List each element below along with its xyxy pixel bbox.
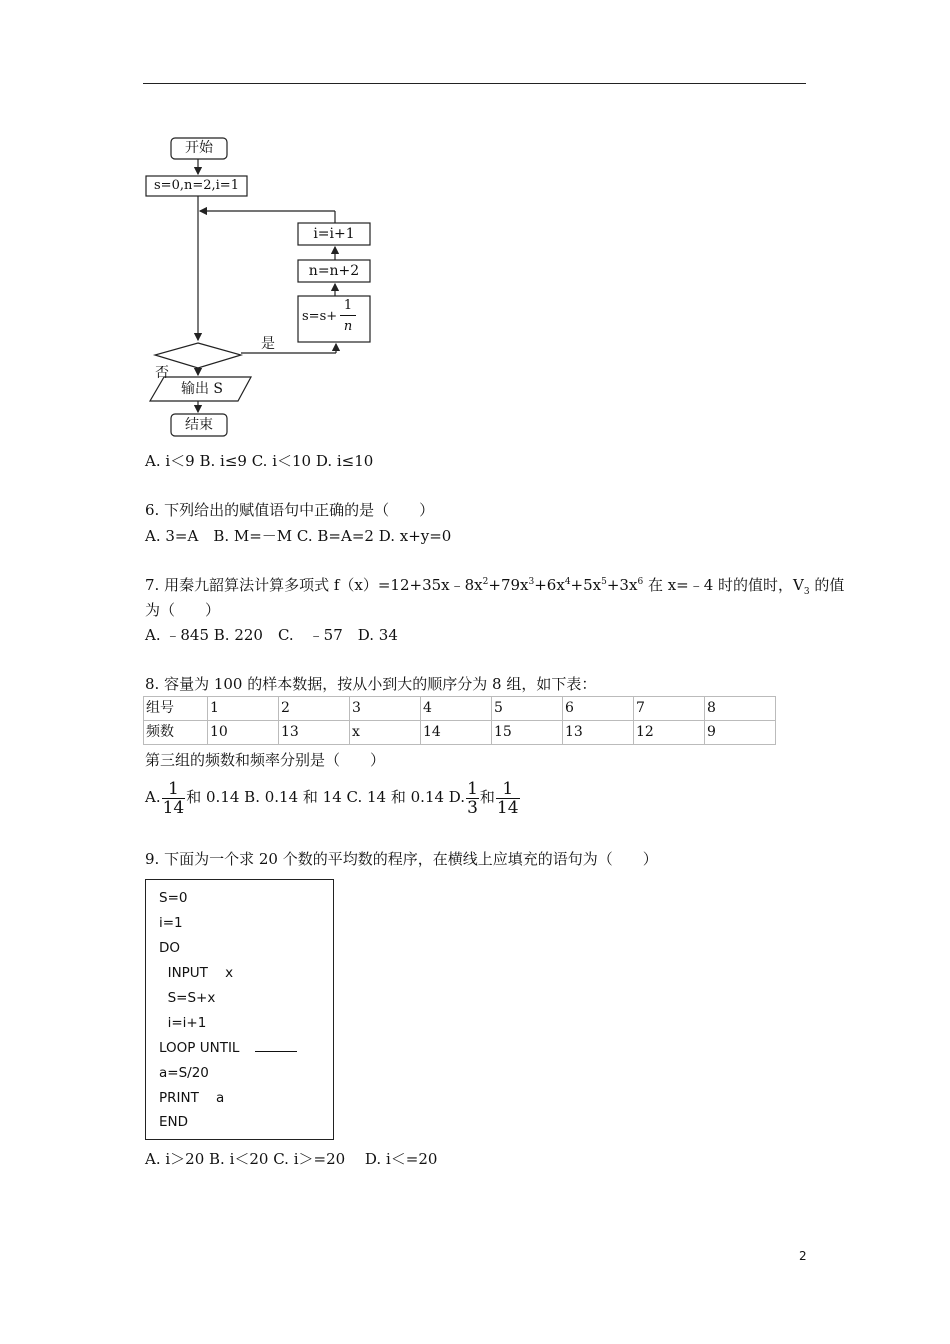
table-cell: 12 <box>634 721 705 745</box>
step-n-label: n=n+2 <box>308 263 360 279</box>
yes-label: 是 <box>261 336 275 352</box>
code-line: S=0 <box>159 890 188 906</box>
table-cell: 13 <box>279 721 350 745</box>
table-cell: 10 <box>208 721 279 745</box>
table-cell: 6 <box>563 697 634 721</box>
q6-stem: 6. 下列给出的赋值语句中正确的是（ ） <box>145 501 435 519</box>
code-line: PRINT a <box>159 1090 225 1106</box>
table-cell: 2 <box>279 697 350 721</box>
table-cell: 组号 <box>144 697 208 721</box>
table-cell: 8 <box>705 697 776 721</box>
code-line: DO <box>159 940 181 956</box>
fraction-a: $\frac{1}{14}$ <box>162 778 185 818</box>
page-number: 2 <box>799 1249 807 1263</box>
step-s-den: n <box>343 319 353 334</box>
code-line: a=S/20 <box>159 1065 209 1081</box>
init-label: s=0,n=2,i=1 <box>154 178 239 193</box>
code-line-loop: LOOP UNTIL <box>159 1040 297 1056</box>
table-cell: 14 <box>421 721 492 745</box>
step-s-prefix: s=s+ <box>302 309 338 324</box>
table-row <box>144 721 776 745</box>
code-line: S=S+x <box>159 990 216 1006</box>
table-cell: 15 <box>492 721 563 745</box>
table-cell: 3 <box>350 697 421 721</box>
frequency-table <box>143 696 776 745</box>
code-line: INPUT x <box>159 965 234 981</box>
q8-question: 第三组的频数和频率分别是（ ） <box>145 751 386 769</box>
code-box <box>145 879 334 1140</box>
end-label: 结束 <box>185 417 213 433</box>
q8-stem: 8. 容量为 100 的样本数据，按从小到大的顺序分为 8 组，如下表： <box>145 675 597 693</box>
no-label: 否 <box>155 365 169 381</box>
flowchart-lines <box>140 128 390 448</box>
q8-options: A. $\frac{1}{14}$ 和 0.14 B. 0.14 和 14 C. 14 和 0.14 D. $\frac{1}{3}$ 和 $\frac{1}{14}$ <box>145 778 519 818</box>
q9-options: A. i＞20 B. i＜20 C. i＞=20 D. i＜=20 <box>145 1150 438 1168</box>
q7-options: A. ﹣845 B. 220 C. ﹣57 D. 34 <box>145 626 398 644</box>
table-cell: 7 <box>634 697 705 721</box>
table-row <box>144 697 776 721</box>
table-cell: x <box>350 721 421 745</box>
table-cell: 9 <box>705 721 776 745</box>
fraction-d1: $\frac{1}{3}$ <box>467 778 478 818</box>
fill-blank <box>255 1050 297 1052</box>
q5-options: A. i＜9 B. i≤9 C. i＜10 D. i≤10 <box>145 452 374 470</box>
step-s-num: 1 <box>340 296 356 316</box>
q7-stem: 7. 用秦九韶算法计算多项式 $f(x)=12+35x﹣8x^2+79x^3+6x^4+5x^5+3x^6$ 在 x=﹣4 时的值时，$V_3$ 的值 <box>145 576 845 597</box>
step-i-label: i=i+1 <box>313 226 355 242</box>
code-line: i=1 <box>159 915 183 931</box>
start-label: 开始 <box>185 140 213 156</box>
code-line: i=i+1 <box>159 1015 207 1031</box>
table-cell: 频数 <box>144 721 208 745</box>
q7-stem-line2: 为（ ） <box>145 601 221 619</box>
table-cell: 5 <box>492 697 563 721</box>
table-cell: 4 <box>421 697 492 721</box>
header-rule <box>143 83 806 84</box>
table-cell: 13 <box>563 721 634 745</box>
q9-stem: 9. 下面为一个求 20 个数的平均数的程序，在横线上应填充的语句为（ ） <box>145 850 658 868</box>
flowchart <box>140 128 390 448</box>
q6-options: A. 3=A B. M=－M C. B=A=2 D. x+y=0 <box>145 527 452 545</box>
table-cell: 1 <box>208 697 279 721</box>
code-line: END <box>159 1114 189 1130</box>
fraction-d2: $\frac{1}{14}$ <box>496 778 519 818</box>
output-label: 输出 S <box>180 381 224 397</box>
